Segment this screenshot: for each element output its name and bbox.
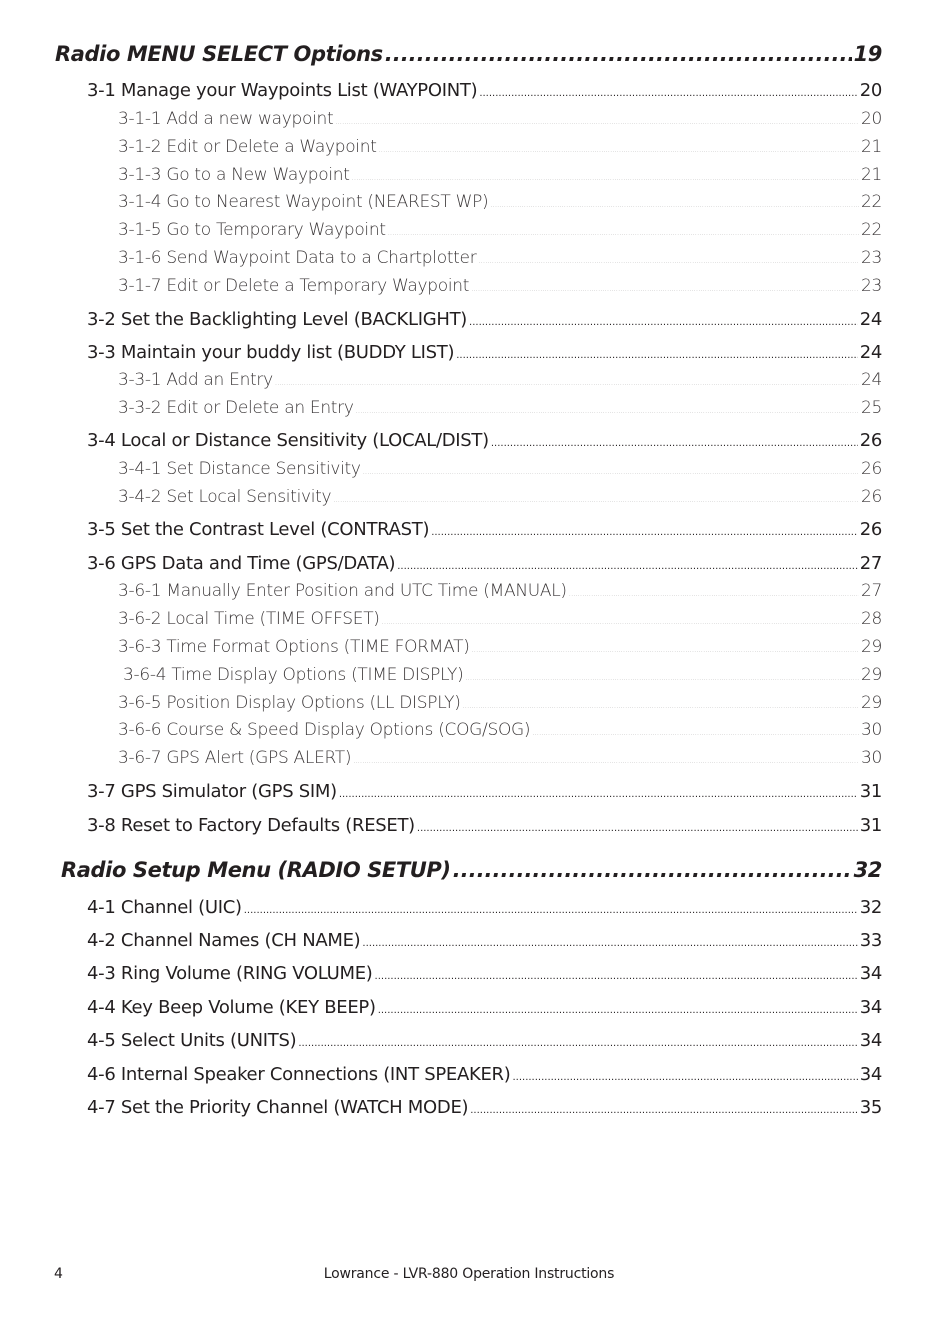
dot-leader [388,229,859,237]
dot-leader [382,618,859,626]
toc-entry-title: 3-6-6 Course & Speed Display Options (COG/SOG) [118,720,531,740]
toc-entry-title: 3-1-7 Edit or Delete a Temporary Waypoint [118,276,470,296]
dot-leader [469,317,858,328]
toc-entry[interactable] [87,1064,882,1085]
toc-entry-page: 34 [859,1064,882,1085]
toc-entry-title: 3-6-2 Local Time (TIME OFFSET) [118,609,380,629]
toc-entry-page: 33 [859,930,882,951]
toc-entry-page: 27 [859,553,882,574]
dot-leader [375,971,858,982]
toc-entry-page: 30 [860,720,882,740]
toc-entry-title: 3-6 GPS Data and Time (GPS/DATA) [87,553,396,574]
toc-entry-page: 21 [860,165,882,185]
toc-entry-title: 3-6-5 Position Display Options (LL DISPLY) [118,693,461,713]
toc-entry-page: 29 [860,637,882,657]
toc-entry-page: 28 [860,609,882,629]
toc-entry[interactable] [87,553,882,574]
toc-entry-page: 26 [860,487,882,507]
dot-leader [339,789,858,800]
toc-entry-title: 3-7 GPS Simulator (GPS SIM) [87,781,337,802]
toc-entry-page: 23 [860,276,882,296]
toc-entry-page: 24 [859,309,882,330]
toc-entry-title: 3-1 Manage your Waypoints List (WAYPOINT) [87,80,478,101]
toc-entry[interactable] [87,897,882,918]
toc-entry-title: 4-2 Channel Names (CH NAME) [87,930,361,951]
toc-entry[interactable] [87,342,882,363]
dot-leader [298,1038,857,1049]
toc-subentry[interactable] [118,609,882,629]
dot-leader [453,858,852,882]
toc-entry-page: 26 [859,519,882,540]
toc-subentry[interactable] [118,248,882,268]
toc-entry-page: 32 [853,858,882,882]
toc-entry[interactable] [87,815,882,836]
dot-leader [362,938,857,949]
toc-entry-page: 35 [859,1097,882,1118]
footer-document-title: Lowrance - LVR-880 Operation Instructions [323,1266,615,1282]
dot-leader [465,674,859,682]
toc-entry[interactable] [87,1097,882,1118]
toc-entry-title: 3-1-2 Edit or Delete a Waypoint [118,137,377,157]
toc-subentry[interactable] [118,637,882,657]
toc-entry-page: 22 [860,220,882,240]
page-number: 4 [54,1266,63,1282]
toc-entry-title: 4-7 Set the Priority Channel (WATCH MODE) [87,1097,469,1118]
toc-entry-page: 29 [860,665,882,685]
toc-entry-title: 3-4-2 Set Local Sensitivity [118,487,332,507]
toc-entry-page: 20 [860,109,882,129]
toc-entry-page: 24 [859,342,882,363]
toc-entry-title: 3-6-7 GPS Alert (GPS ALERT) [118,748,352,768]
toc-subentry[interactable] [118,137,882,157]
toc-subentry[interactable] [118,459,882,479]
dot-leader [275,379,859,387]
toc-entry[interactable] [87,930,882,951]
dot-leader [431,527,858,538]
toc-subentry[interactable] [118,192,882,212]
toc-entry-title: Radio Setup Menu (RADIO SETUP) [61,858,451,882]
toc-entry-title: 3-6-3 Time Format Options (TIME FORMAT) [118,637,470,657]
toc-entry-page: 32 [859,897,882,918]
dot-leader [491,438,858,449]
dot-leader [333,496,859,504]
dot-leader [471,285,859,293]
toc-entry-page: 34 [859,997,882,1018]
toc-entry-title: 3-4 Local or Distance Sensitivity (LOCAL/DIST) [87,430,489,451]
toc-subentry[interactable] [118,109,882,129]
toc-entry-title: 3-6-1 Manually Enter Position and UTC Time (MANUAL) [118,581,567,601]
toc-entry[interactable] [87,80,882,101]
toc-subentry[interactable] [118,398,882,418]
toc-subentry[interactable] [118,748,882,768]
toc-entry-page: 29 [860,693,882,713]
dot-leader [470,1105,857,1116]
toc-subentry[interactable] [118,220,882,240]
toc-entry-title: 3-3 Maintain your buddy list (BUDDY LIST) [87,342,455,363]
dot-leader [417,823,858,834]
toc-section-heading[interactable] [61,858,882,882]
toc-entry[interactable] [87,519,882,540]
toc-subentry[interactable] [118,165,882,185]
toc-entry-page: 31 [859,781,882,802]
toc-entry-page: 20 [859,80,882,101]
toc-entry-title: 3-4-1 Set Distance Sensitivity [118,459,361,479]
toc-entry-page: 24 [860,370,882,390]
dot-leader [472,646,859,654]
dot-leader [244,905,858,916]
toc-entry-title: 3-1-1 Add a new waypoint [118,109,334,129]
toc-entry-title: 3-3-2 Edit or Delete an Entry [118,398,354,418]
dot-leader [478,257,859,265]
toc-entry-title: 3-1-4 Go to Nearest Waypoint (NEAREST WP) [118,192,489,212]
toc-entry-page: 26 [860,459,882,479]
dot-leader [385,42,852,66]
toc-entry-page: 34 [859,963,882,984]
toc-entry-page: 34 [859,1030,882,1051]
toc-subentry[interactable] [118,581,882,601]
toc-entry-page: 31 [859,815,882,836]
toc-entry-title: 3-3-1 Add an Entry [118,370,273,390]
toc-subentry[interactable] [118,370,882,390]
dot-leader [397,561,857,572]
dot-leader [479,88,857,99]
toc-entry-title: 4-3 Ring Volume (RING VOLUME) [87,963,373,984]
toc-subentry[interactable] [118,487,882,507]
dot-leader [356,407,859,415]
dot-leader [512,1072,857,1083]
dot-leader [456,350,857,361]
toc-entry-page: 22 [860,192,882,212]
toc-entry[interactable] [87,781,882,802]
toc-entry-page: 26 [859,430,882,451]
toc-entry-title: 3-8 Reset to Factory Defaults (RESET) [87,815,415,836]
toc-subentry[interactable] [123,665,882,685]
toc-entry[interactable] [87,997,882,1018]
toc-entry-title: 4-5 Select Units (UNITS) [87,1030,297,1051]
toc-entry-page: 27 [860,581,882,601]
toc-subentry[interactable] [118,693,882,713]
toc-entry-page: 23 [860,248,882,268]
dot-leader [363,468,859,476]
dot-leader [335,118,859,126]
toc-entry-title: 3-5 Set the Contrast Level (CONTRAST) [87,519,430,540]
toc-entry[interactable] [87,963,882,984]
toc-entry-title: 4-6 Internal Speaker Connections (INT SPEAKER) [87,1064,511,1085]
toc-entry-page: 19 [853,42,882,66]
dot-leader [378,1005,858,1016]
toc-entry-title: 3-1-6 Send Waypoint Data to a Chartplotter [118,248,477,268]
dot-leader [353,757,859,765]
toc-subentry[interactable] [118,720,882,740]
dot-leader [532,729,859,737]
toc-entry[interactable] [87,309,882,330]
toc-entry-title: 4-4 Key Beep Volume (KEY BEEP) [87,997,376,1018]
toc-subentry[interactable] [118,276,882,296]
dot-leader [352,174,859,182]
toc-entry-title: 4-1 Channel (UIC) [87,897,242,918]
dot-leader [490,201,859,209]
toc-entry-page: 21 [860,137,882,157]
toc-entry[interactable] [87,430,882,451]
toc-entry-title: 3-2 Set the Backlighting Level (BACKLIGHT) [87,309,468,330]
toc-entry-title: Radio MENU SELECT Options [55,42,383,66]
dot-leader [463,702,859,710]
toc-entry-title: 3-1-3 Go to a New Waypoint [118,165,350,185]
dot-leader [569,590,859,598]
toc-entry-title: 3-6-4 Time Display Options (TIME DISPLY) [123,665,464,685]
dot-leader [379,146,859,154]
toc-entry[interactable] [87,1030,882,1051]
toc-entry-page: 30 [860,748,882,768]
toc-section-heading[interactable] [55,42,882,66]
toc-entry-page: 25 [860,398,882,418]
toc-entry-title: 3-1-5 Go to Temporary Waypoint [118,220,386,240]
